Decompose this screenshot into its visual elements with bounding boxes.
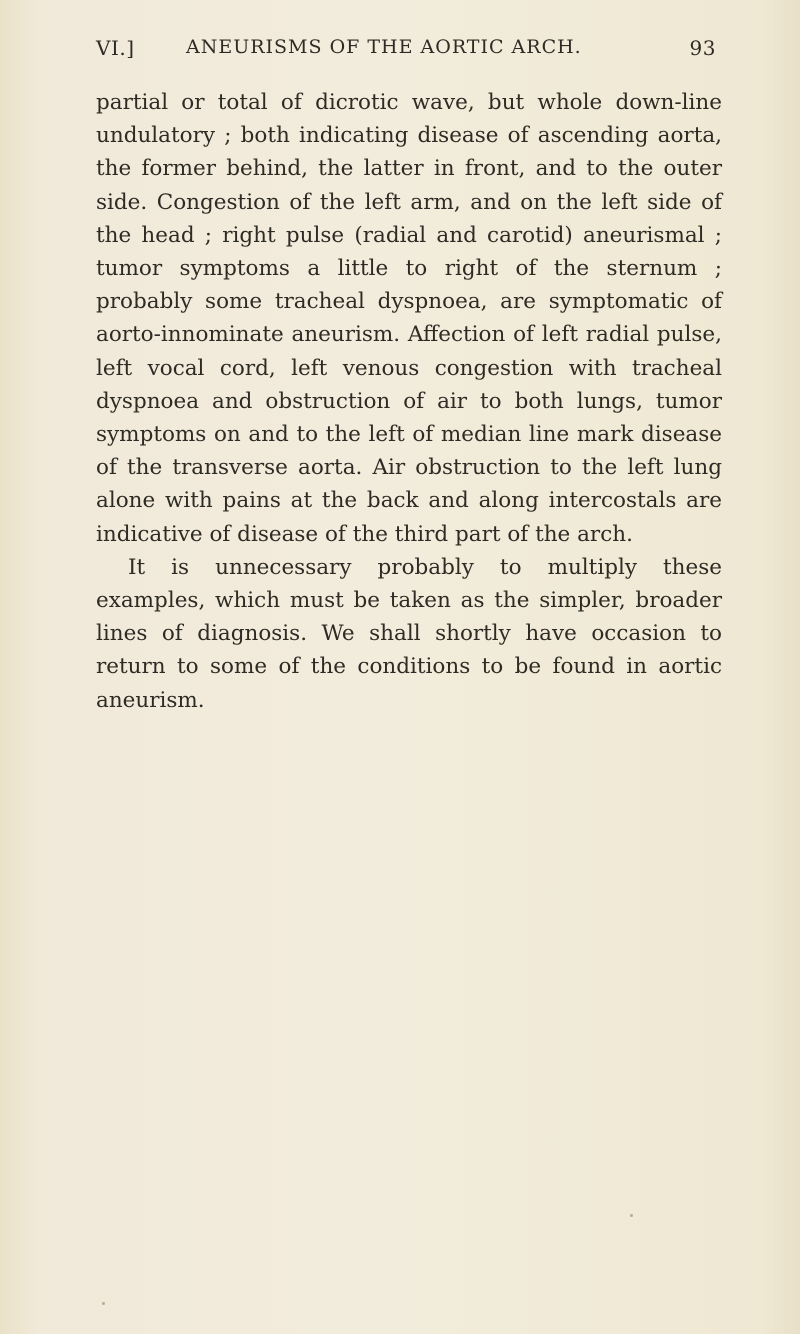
paragraph-continued: partial or total of dicrotic wave, but whole down-line undulatory ; both indicating disease of ascending aorta, the former behind, the latter in front, and to the outer side. Congestion of the left arm, and on the left side of the head ; right pulse (radial and carotid) aneurismal ; tumor symptoms a little to right of the sternum ; probably some tracheal dyspnoea, are symptomatic of aorto-innominate aneurism. Affection of left radial pulse, left vocal cord, left venous congestion with tracheal dyspnoea and obstruction of air to both lungs, tumor symptoms on and to the left of median line mark disease of the transverse aorta. Air obstruction to the left lung alone with pains at the back and along intercostals are indicative of disease of the third part of the arch. bbox=[96, 90, 722, 547]
body-text bbox=[96, 86, 722, 717]
running-head bbox=[96, 36, 716, 76]
chapter-number: VI.] bbox=[96, 36, 135, 60]
running-title: ANEURISMS OF THE AORTIC ARCH. bbox=[186, 36, 582, 58]
paragraph: It is unnecessary probably to multiply these examples, which must be taken as the simpler, broader lines of diagnosis. We shall shortly have occasion to return to some of the conditions to be found in aortic aneurism. bbox=[96, 554, 722, 713]
paper-speck bbox=[630, 1214, 633, 1217]
paper-speck bbox=[102, 1302, 105, 1305]
page-number: 93 bbox=[689, 36, 716, 60]
